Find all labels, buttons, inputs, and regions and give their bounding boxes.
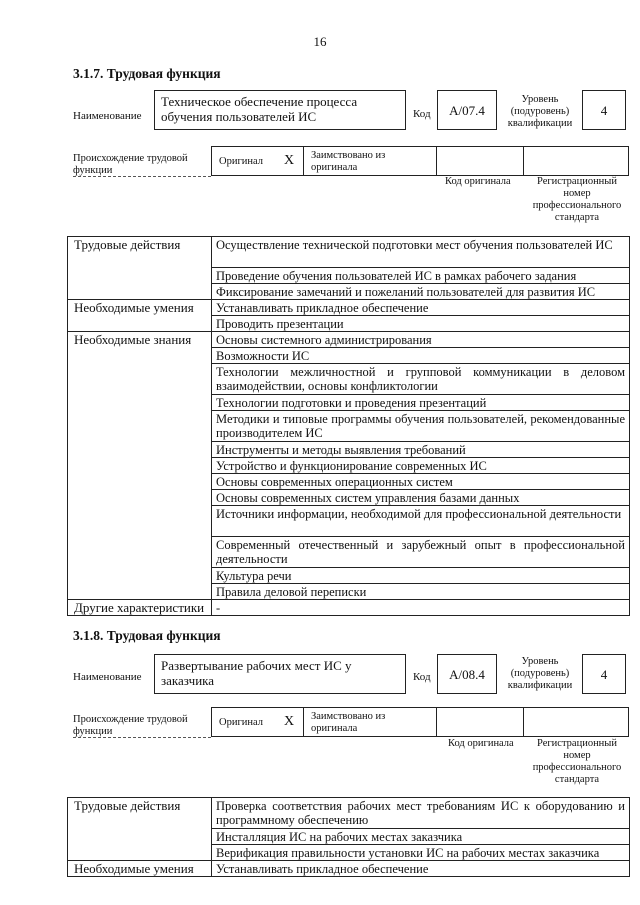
knowledge-item: Культура речи bbox=[212, 568, 630, 584]
code-field: А/08.4 bbox=[437, 654, 497, 694]
knowledge-item: Инструменты и методы выявления требований bbox=[212, 442, 630, 458]
origin-code-cell bbox=[436, 146, 524, 176]
skills-label: Необходимые умения bbox=[68, 300, 212, 332]
knowledge-item: Правила деловой переписки bbox=[212, 584, 630, 600]
labor-actions-label: Трудовые действия bbox=[68, 237, 212, 300]
function-name-field: Техническое обеспечение процесса обучения пользователей ИС bbox=[154, 90, 406, 130]
name-label: Наименование bbox=[73, 671, 142, 683]
labor-action-item: Осуществление технической подготовки мест обучения пользователей ИС bbox=[212, 237, 630, 268]
origin-code-cell bbox=[436, 707, 524, 737]
original-mark: X bbox=[284, 153, 295, 168]
name-label: Наименование bbox=[73, 110, 142, 122]
other-label: Другие характеристики bbox=[68, 600, 212, 616]
code-label: Код bbox=[413, 671, 431, 683]
section-heading: 3.1.7. Трудовая функция bbox=[73, 66, 221, 81]
original-label: Оригинал bbox=[219, 156, 263, 167]
borrowed-cell bbox=[303, 707, 437, 737]
skills-label: Необходимые умения bbox=[68, 861, 212, 877]
knowledge-item: Основы системного администрирования bbox=[212, 332, 630, 348]
level-label: Уровень (подуровень) квалификации bbox=[507, 94, 573, 129]
page-number: 16 bbox=[313, 34, 327, 49]
knowledge-label: Необходимые знания bbox=[68, 332, 212, 600]
reg-number-cell bbox=[523, 707, 629, 737]
code-field: А/07.4 bbox=[437, 90, 497, 130]
origin-code-label: Код оригинала bbox=[448, 738, 514, 749]
origin-label: Происхождение трудовой функции bbox=[73, 153, 188, 176]
reg-number-label: Регистрационный номер профессионального стандарта bbox=[532, 176, 622, 223]
original-cell bbox=[211, 146, 304, 176]
knowledge-item: Возможности ИС bbox=[212, 348, 630, 364]
original-cell bbox=[211, 707, 304, 737]
labor-actions-label: Трудовые действия bbox=[68, 798, 212, 861]
knowledge-item: Методики и типовые программы обучения пользователей, рекомендованные производителем ИС bbox=[212, 411, 630, 442]
dashed-line bbox=[73, 737, 211, 738]
dashed-line bbox=[73, 176, 211, 177]
reg-number-label: Регистрационный номер профессионального стандарта bbox=[532, 738, 622, 785]
section-heading: 3.1.8. Трудовая функция bbox=[73, 628, 221, 643]
borrowed-label: Заимствовано из оригинала bbox=[311, 711, 386, 734]
level-label: Уровень (подуровень) квалификации bbox=[507, 656, 573, 691]
skill-item: Проводить презентации bbox=[212, 316, 630, 332]
function-details-table bbox=[67, 236, 630, 616]
labor-action-item: Инсталляция ИС на рабочих местах заказчика bbox=[212, 829, 630, 845]
knowledge-item: Технологии подготовки и проведения презентаций bbox=[212, 395, 630, 411]
original-mark: X bbox=[284, 714, 295, 729]
borrowed-label: Заимствовано из оригинала bbox=[311, 150, 386, 173]
labor-action-item: Проведение обучения пользователей ИС в рамках рабочего задания bbox=[212, 268, 630, 284]
level-field: 4 bbox=[582, 90, 626, 130]
labor-action-item: Фиксирование замечаний и пожеланий пользователей для развития ИС bbox=[212, 284, 630, 300]
knowledge-item: Основы современных систем управления базами данных bbox=[212, 490, 630, 506]
knowledge-item: Основы современных операционных систем bbox=[212, 474, 630, 490]
labor-action-item: Верификация правильности установки ИС на рабочих местах заказчика bbox=[212, 845, 630, 861]
borrowed-cell bbox=[303, 146, 437, 176]
knowledge-item: Современный отечественный и зарубежный опыт в профессиональной деятельности bbox=[212, 537, 630, 568]
original-label: Оригинал bbox=[219, 717, 263, 728]
function-details-table bbox=[67, 797, 630, 877]
reg-number-cell bbox=[523, 146, 629, 176]
code-label: Код bbox=[413, 108, 431, 120]
other-value: - bbox=[212, 600, 630, 616]
knowledge-item: Устройство и функционирование современных ИС bbox=[212, 458, 630, 474]
level-field: 4 bbox=[582, 654, 626, 694]
skill-item: Устанавливать прикладное обеспечение bbox=[212, 300, 630, 316]
knowledge-item: Технологии межличностной и групповой коммуникации в деловом взаимодействии, основы конфликтологии bbox=[212, 364, 630, 395]
labor-action-item: Проверка соответствия рабочих мест требованиям ИС к оборудованию и программному обеспечению bbox=[212, 798, 630, 829]
knowledge-item: Источники информации, необходимой для профессиональной деятельности bbox=[212, 506, 630, 537]
skill-item: Устанавливать прикладное обеспечение bbox=[212, 861, 630, 877]
function-name-field: Развертывание рабочих мест ИС у заказчика bbox=[154, 654, 406, 694]
origin-label: Происхождение трудовой функции bbox=[73, 714, 188, 737]
origin-code-label: Код оригинала bbox=[445, 176, 511, 187]
